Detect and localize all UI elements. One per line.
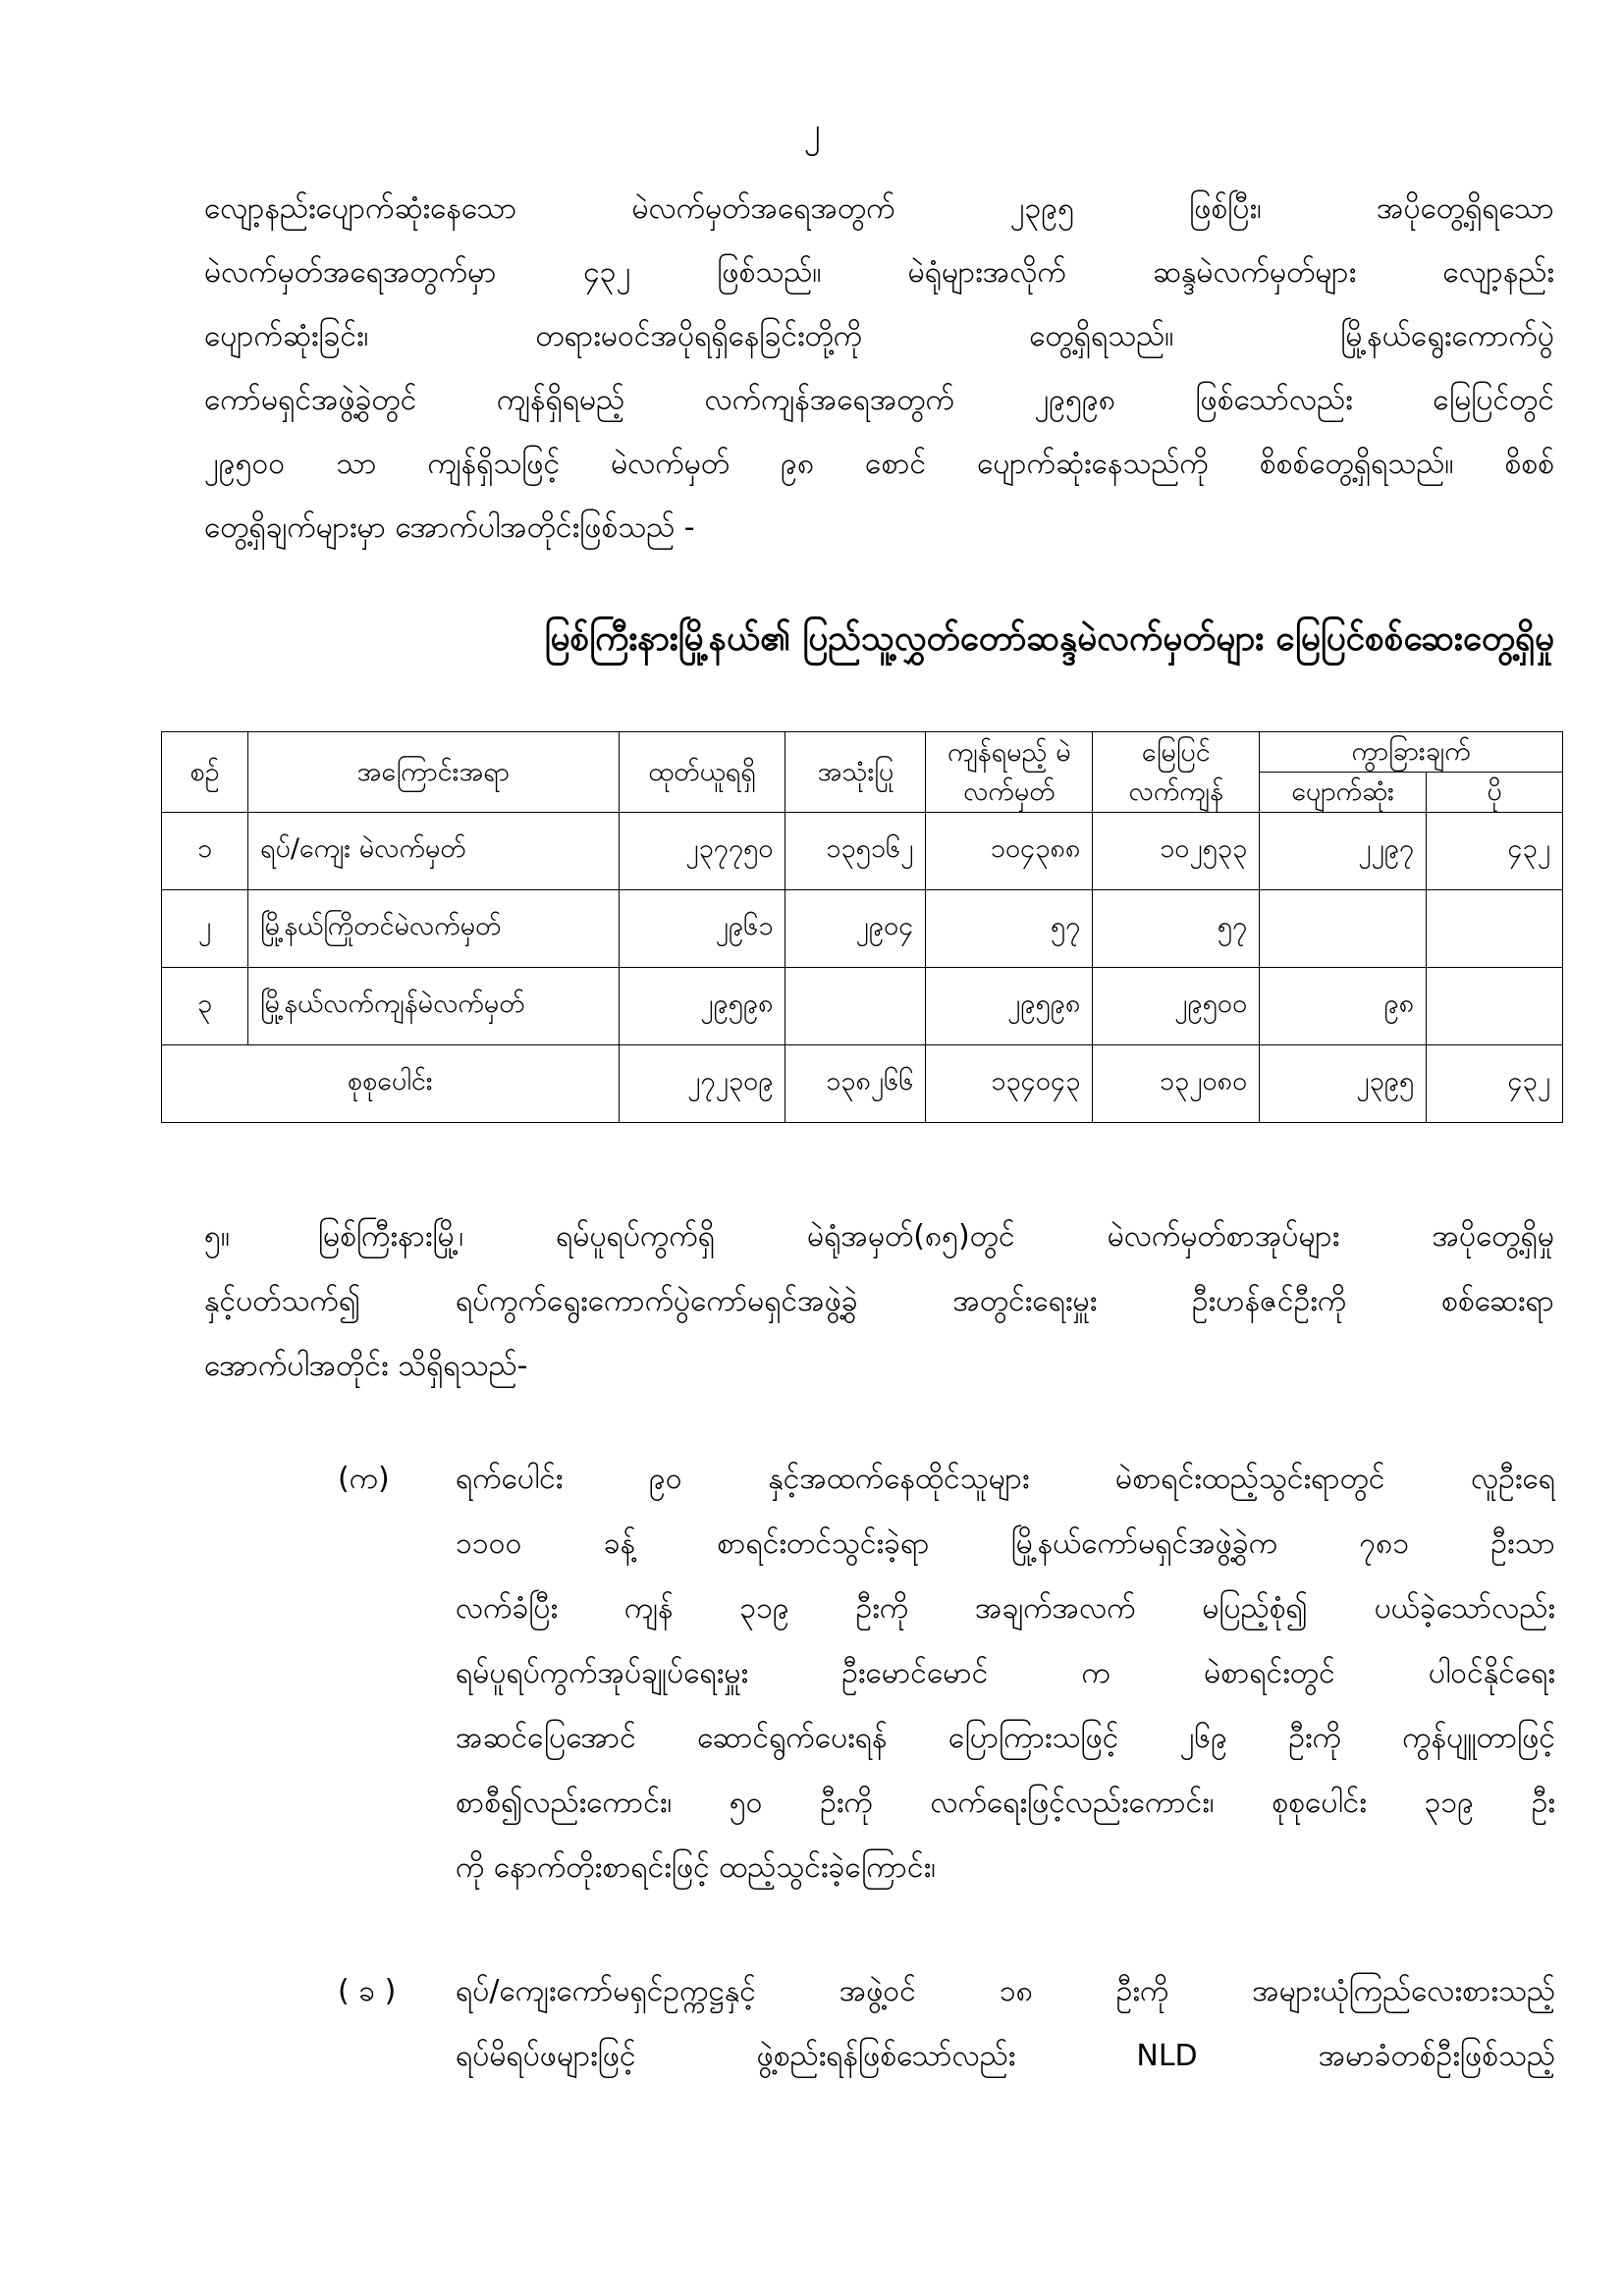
col-header-missing: ပျောက်ဆုံး	[1260, 773, 1427, 813]
cell-description: မြို့နယ်ကြိုတင်မဲလက်မှတ်	[247, 890, 619, 968]
text-line	[204, 1204, 1554, 1269]
cell-no: ၂	[162, 890, 248, 968]
text-line: လျော့နည်းပျောက်ဆုံးနေသော မဲလက်မှတ်အရေအတွက် ၂၃၉၅ ဖြစ်ပြီး၊ အပိုတွေ့ရှိရသော	[204, 191, 1554, 226]
cell-total-extra: ၄၃၂	[1427, 1045, 1563, 1123]
cell-received: ၂၃၇၇၅၀	[619, 813, 785, 890]
col-header-received: ထုတ်ယူရရှိ	[619, 732, 785, 813]
cell-total-ground-remaining: ၁၃၂၀၈၀	[1093, 1045, 1260, 1123]
cell-used	[785, 968, 926, 1045]
cell-no: ၃	[162, 968, 248, 1045]
cell-received: ၂၉၆၁	[619, 890, 785, 968]
list-item	[338, 1447, 1555, 1900]
col-header-expected-remaining: ကျန်ရမည့် မဲလက်မှတ်	[926, 732, 1093, 813]
cell-missing	[1260, 890, 1427, 968]
text-line: နှင့်ပတ်သက်၍ ရပ်ကွက်ရွေးကောက်ပွဲကော်မရှင်အဖွဲ့ခွဲ အတွင်းရေးမှူး ဦးဟန်ဇင်ဦးကို စစ်ဆေးရာ	[204, 1284, 1554, 1318]
cell-no: ၁	[162, 813, 248, 890]
cell-used: ၂၉၀၄	[785, 890, 926, 968]
col-header-description: အကြောင်းအရာ	[247, 732, 619, 813]
total-row	[162, 1045, 1563, 1123]
col-header-extra: ပို	[1427, 773, 1563, 813]
table-row	[162, 890, 1563, 968]
text-line: ပျောက်ဆုံးခြင်း၊ တရားမဝင်အပိုရရှိနေခြင်းတို့ကို တွေ့ရှိရသည်။ မြို့နယ်ရွေးကောက်ပွဲ	[204, 319, 1554, 353]
item-body	[456, 1959, 1555, 2089]
section-text: မြစ်ကြီးနားမြို့၊ ရမ်ပူရပ်ကွက်ရှိ မဲရုံအမှတ်(၈၅)တွင် မဲလက်မှတ်စာအုပ်များ အပိုတွေ့ရှိမှု	[317, 1219, 1554, 1254]
section-number: ၅။	[204, 1219, 230, 1254]
cell-missing: ၉၈	[1260, 968, 1427, 1045]
page-number: ၂	[803, 111, 821, 150]
cell-total-expected-remaining: ၁၃၄၀၄၃	[926, 1045, 1093, 1123]
intro-paragraph	[204, 177, 1554, 560]
cell-total-used: ၁၃၈၂၆၆	[785, 1045, 926, 1123]
section-5	[204, 1204, 1554, 1399]
cell-used: ၁၃၅၁၆၂	[785, 813, 926, 890]
text-line: အောက်ပါအတိုင်း သိရှိရသည်-	[204, 1349, 528, 1383]
item-label: (က)	[338, 1462, 390, 1496]
cell-received: ၂၉၅၉၈	[619, 968, 785, 1045]
cell-extra	[1427, 968, 1563, 1045]
cell-ground-remaining: ၁၀၂၅၃၃	[1093, 813, 1260, 890]
cell-ground-remaining: ၂၉၅၀၀	[1093, 968, 1260, 1045]
cell-description: မြို့နယ်လက်ကျန်မဲလက်မှတ်	[247, 968, 619, 1045]
cell-total-label: စုစုပေါင်း	[162, 1045, 620, 1123]
text-line: ၁၁၀၀ ခန့် စာရင်းတင်သွင်းခဲ့ရာ မြို့နယ်ကော်မရှင်အဖွဲ့ခွဲက ၇၈၁ ဦးသာ	[456, 1526, 1555, 1561]
text-line: ကို နောက်တိုးစာရင်းဖြင့် ထည့်သွင်းခဲ့ကြောင်း၊	[456, 1850, 937, 1885]
cell-extra: ၄၃၂	[1427, 813, 1563, 890]
text-line: အဆင်ပြေအောင် ဆောင်ရွက်ပေးရန် ပြောကြားသဖြင့် ၂၆၉ ဦးကို ကွန်ပျူတာဖြင့်	[456, 1721, 1555, 1755]
text-line: ရက်ပေါင်း ၉၀ နှင့်အထက်နေထိုင်သူများ မဲစာရင်းထည့်သွင်းရာတွင် လူဦးရေ	[456, 1462, 1555, 1496]
item-label: ( ခ )	[338, 1974, 397, 2008]
cell-expected-remaining: ၁၀၄၃၈၈	[926, 813, 1093, 890]
cell-extra	[1427, 890, 1563, 968]
cell-ground-remaining: ၅၇	[1093, 890, 1260, 968]
col-header-ground-remaining: မြေပြင် လက်ကျန်	[1093, 732, 1260, 813]
text-line: ၂၉၅၀၀ သာ ကျန်ရှိသဖြင့် မဲလက်မှတ် ၉၈ စောင် ပျောက်ဆုံးနေသည်ကို စိစစ်တွေ့ရှိရသည်။ စိစစ်	[204, 447, 1554, 481]
text-line: စာစီ၍လည်းကောင်း၊ ၅၀ ဦးကို လက်ရေးဖြင့်လည်းကောင်း၊ စုစုပေါင်း ၃၁၉ ဦး	[456, 1786, 1555, 1820]
table-row	[162, 968, 1563, 1045]
cell-total-received: ၂၇၂၃၀၉	[619, 1045, 785, 1123]
header-row	[162, 732, 1563, 773]
text-line: ရမ်ပူရပ်ကွက်အုပ်ချုပ်ရေးမှူး ဦးမောင်မောင် က မဲစာရင်းတွင် ပါဝင်နိုင်ရေး	[456, 1656, 1555, 1690]
col-header-used: အသုံးပြု	[785, 732, 926, 813]
table-row	[162, 813, 1563, 890]
col-header-no: စဉ်	[162, 732, 248, 813]
item-body	[456, 1447, 1555, 1900]
text-line: ရပ်/ကျေးကော်မရှင်ဥက္ကဋ္ဌနှင့် အဖွဲ့ဝင် ၁၈ ဦးကို အများယုံကြည်လေးစားသည့်	[456, 1974, 1555, 2008]
text-line: ကော်မရှင်အဖွဲ့ခွဲတွင် ကျန်ရှိရမည့် လက်ကျန်အရေအတွက် ၂၉၅၉၈ ဖြစ်သော်လည်း မြေပြင်တွင်	[204, 383, 1554, 417]
cell-total-missing: ၂၃၉၅	[1260, 1045, 1427, 1123]
text-line: ရပ်မိရပ်ဖများဖြင့် ဖွဲ့စည်းရန်ဖြစ်သော်လည်း NLD အမာခံတစ်ဦးဖြစ်သည့်	[456, 2039, 1555, 2073]
list-item	[338, 1959, 1555, 2089]
cell-description: ရပ်/ကျေး မဲလက်မှတ်	[247, 813, 619, 890]
cell-missing: ၂၂၉၇	[1260, 813, 1427, 890]
text-line: တွေ့ရှိချက်များမှာ အောက်ပါအတိုင်းဖြစ်သည် -	[204, 510, 695, 545]
ballot-table	[161, 731, 1563, 1123]
table-title: မြစ်ကြီးနားမြို့နယ်၏ ပြည်သူ့လွှတ်တော်ဆန္ဒမဲလက်မှတ်များ မြေပြင်စစ်ဆေးတွေ့ရှိမှု	[544, 619, 1554, 659]
text-line: လက်ခံပြီး ကျန် ၃၁၉ ဦးကို အချက်အလက် မပြည့်စုံ၍ ပယ်ခဲ့သော်လည်း	[456, 1591, 1555, 1626]
cell-expected-remaining: ၂၉၅၉၈	[926, 968, 1093, 1045]
col-header-difference: ကွာခြားချက်	[1260, 732, 1563, 773]
text-line: မဲလက်မှတ်အရေအတွက်မှာ ၄၃၂ ဖြစ်သည်။ မဲရုံများအလိုက် ဆန္ဒမဲလက်မှတ်များ လျော့နည်း	[204, 255, 1554, 290]
cell-expected-remaining: ၅၇	[926, 890, 1093, 968]
